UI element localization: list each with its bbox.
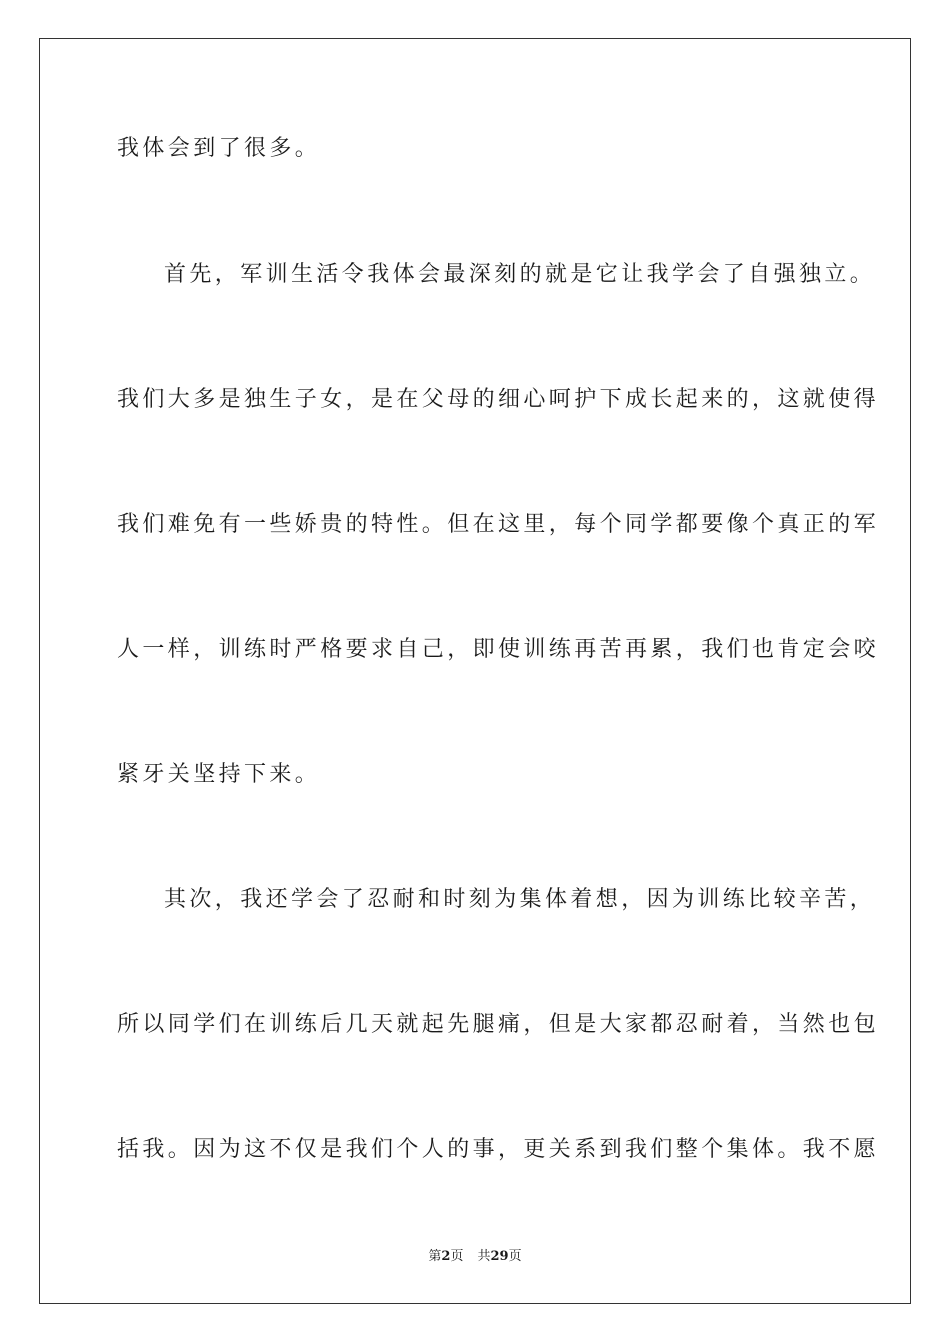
text-line: 紧牙关坚持下来。 <box>117 762 321 787</box>
total-prefix: 共 <box>477 1249 491 1264</box>
page-prefix: 第 <box>428 1249 442 1264</box>
page-footer <box>0 1248 950 1266</box>
page-number: 2 <box>441 1249 451 1264</box>
page-suffix: 页 <box>450 1249 464 1264</box>
total-pages: 29 <box>490 1249 509 1264</box>
text-line: 人一样，训练时严格要求自己，即使训练再苦再累，我们也肯定会咬 <box>117 637 880 662</box>
text-line: 所以同学们在训练后几天就起先腿痛，但是大家都忍耐着，当然也包 <box>117 1012 880 1037</box>
page-border <box>39 38 911 1304</box>
total-suffix: 页 <box>508 1249 522 1264</box>
text-line: 我体会到了很多。 <box>117 136 321 161</box>
text-line: 我们难免有一些娇贵的特性。但在这里，每个同学都要像个真正的军 <box>117 512 880 537</box>
text-line: 我们大多是独生子女，是在父母的细心呵护下成长起来的，这就使得 <box>117 387 880 412</box>
text-line: 括我。因为这不仅是我们个人的事，更关系到我们整个集体。我不愿 <box>117 1137 880 1162</box>
paragraph-start-line: 首先，军训生活令我体会最深刻的就是它让我学会了自强独立。 <box>164 262 876 287</box>
paragraph-start-line: 其次，我还学会了忍耐和时刻为集体着想，因为训练比较辛苦， <box>164 887 876 912</box>
